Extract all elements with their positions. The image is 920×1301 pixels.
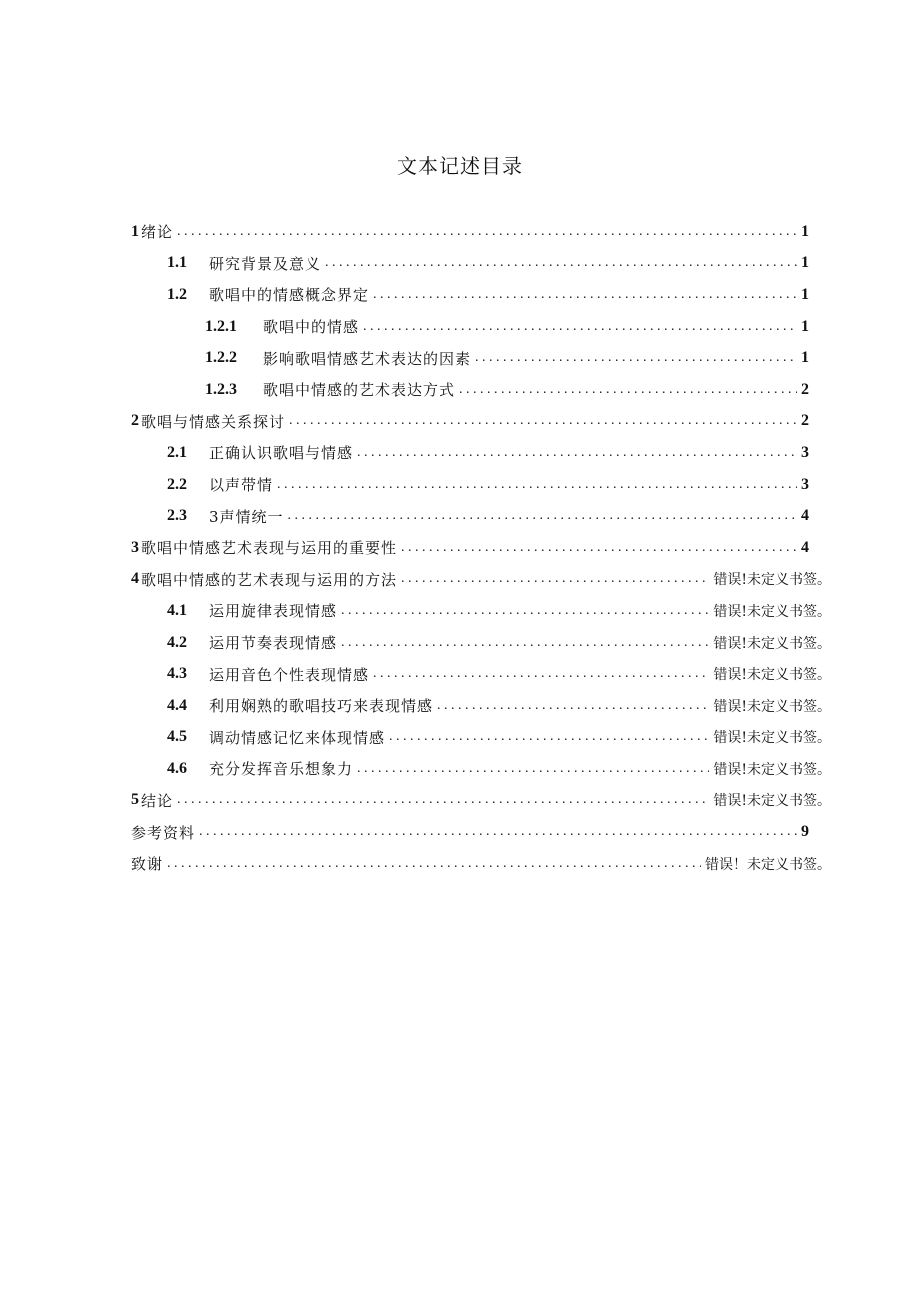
toc-page: 错误!未定义书签。 bbox=[713, 761, 831, 778]
toc-label: 歌唱中的情感概念界定 bbox=[209, 286, 370, 305]
toc-entry[interactable] bbox=[131, 532, 809, 564]
toc-page: 1 bbox=[801, 285, 809, 303]
toc-entry[interactable] bbox=[131, 595, 831, 627]
toc-page: 1 bbox=[801, 222, 809, 240]
toc-number: 1 bbox=[131, 222, 139, 240]
dot-leader bbox=[341, 635, 709, 651]
toc-number: 4.1 bbox=[167, 601, 187, 619]
toc-label: 歌唱与情感关系探讨 bbox=[141, 412, 286, 431]
toc-label: 3声情统一 bbox=[209, 507, 284, 526]
toc-label: 结论 bbox=[141, 791, 174, 810]
toc-page: 错误!未定义书签。 bbox=[713, 730, 831, 747]
toc-label: 绪论 bbox=[141, 223, 174, 242]
toc-number: 4.3 bbox=[167, 665, 187, 683]
toc-number: 1.2 bbox=[167, 285, 187, 303]
toc-entry[interactable] bbox=[131, 311, 809, 343]
page-title: 文本记述目录 bbox=[397, 154, 523, 178]
dot-leader bbox=[288, 508, 797, 524]
toc-label: 影响歌唱情感艺术表达的因素 bbox=[263, 349, 472, 368]
toc-page: 2 bbox=[801, 380, 809, 398]
toc-page: 1 bbox=[801, 254, 809, 272]
dot-leader bbox=[199, 824, 797, 840]
table-of-contents bbox=[131, 216, 831, 879]
toc-entry[interactable] bbox=[131, 500, 809, 532]
dot-leader bbox=[401, 571, 709, 587]
toc-number: 4.5 bbox=[167, 728, 187, 746]
toc-entry[interactable] bbox=[131, 374, 809, 406]
toc-page: 错误!未定义书签。 bbox=[713, 793, 831, 810]
toc-page: 4 bbox=[801, 507, 809, 525]
toc-entry[interactable] bbox=[131, 342, 809, 374]
toc-number: 4.2 bbox=[167, 633, 187, 651]
toc-number: 1.1 bbox=[167, 254, 187, 272]
toc-number: 2.3 bbox=[167, 507, 187, 525]
dot-leader bbox=[363, 319, 797, 335]
toc-page: 3 bbox=[801, 475, 809, 493]
dot-leader bbox=[373, 287, 797, 303]
toc-number: 2.1 bbox=[167, 443, 187, 461]
toc-label: 参考资料 bbox=[131, 823, 196, 842]
toc-entry[interactable] bbox=[131, 785, 831, 817]
toc-label: 运用旋律表现情感 bbox=[209, 602, 338, 621]
dot-leader bbox=[459, 382, 797, 398]
toc-page: 9 bbox=[801, 823, 809, 841]
toc-page: 错误!未定义书签。 bbox=[713, 603, 831, 620]
toc-page: 错误!未定义书签。 bbox=[713, 698, 831, 715]
dot-leader bbox=[475, 350, 797, 366]
toc-label: 利用娴熟的歌唱技巧来表现情感 bbox=[209, 697, 434, 716]
toc-number: 5 bbox=[131, 791, 139, 809]
toc-page: 1 bbox=[801, 349, 809, 367]
toc-page: 3 bbox=[801, 443, 809, 461]
toc-label: 以声带情 bbox=[209, 476, 274, 495]
toc-page: 错误!未定义书签。 bbox=[713, 572, 831, 589]
dot-leader bbox=[357, 445, 797, 461]
toc-entry[interactable] bbox=[131, 848, 831, 880]
toc-page: 错误!未定义书签。 bbox=[713, 667, 831, 684]
dot-leader bbox=[289, 413, 797, 429]
dot-leader bbox=[401, 540, 797, 556]
dot-leader bbox=[389, 729, 709, 745]
toc-number: 1.2.1 bbox=[205, 317, 237, 335]
dot-leader bbox=[341, 603, 709, 619]
toc-entry[interactable] bbox=[131, 406, 809, 438]
toc-number: 1.2.2 bbox=[205, 349, 237, 367]
toc-entry[interactable] bbox=[131, 437, 809, 469]
toc-label: 歌唱中情感的艺术表现与运用的方法 bbox=[141, 570, 398, 589]
toc-page: 4 bbox=[801, 538, 809, 556]
toc-label: 运用节奏表现情感 bbox=[209, 634, 338, 653]
dot-leader bbox=[357, 761, 709, 777]
toc-entry[interactable] bbox=[131, 658, 831, 690]
toc-page: 1 bbox=[801, 317, 809, 335]
toc-entry[interactable] bbox=[131, 753, 831, 785]
toc-label: 研究背景及意义 bbox=[209, 254, 322, 273]
toc-label: 歌唱中情感的艺术表达方式 bbox=[263, 381, 456, 400]
toc-label: 调动情感记忆来体现情感 bbox=[209, 728, 386, 747]
dot-leader bbox=[177, 792, 709, 808]
toc-label: 正确认识歌唱与情感 bbox=[209, 444, 354, 463]
toc-number: 3 bbox=[131, 538, 139, 556]
toc-page: 错误！未定义书签。 bbox=[705, 856, 831, 873]
toc-entry[interactable] bbox=[131, 722, 831, 754]
toc-page: 2 bbox=[801, 412, 809, 430]
toc-entry[interactable] bbox=[131, 816, 809, 848]
dot-leader bbox=[325, 255, 797, 271]
dot-leader bbox=[167, 856, 701, 872]
dot-leader bbox=[177, 224, 797, 240]
toc-entry[interactable] bbox=[131, 248, 809, 280]
toc-label: 运用音色个性表现情感 bbox=[209, 665, 370, 684]
toc-number: 4.4 bbox=[167, 696, 187, 714]
dot-leader bbox=[277, 477, 797, 493]
toc-number: 2 bbox=[131, 412, 139, 430]
toc-page: 错误!未定义书签。 bbox=[713, 635, 831, 652]
dot-leader bbox=[373, 666, 709, 682]
toc-label: 歌唱中情感艺术表现与运用的重要性 bbox=[141, 539, 398, 558]
toc-label: 歌唱中的情感 bbox=[263, 318, 360, 337]
toc-label: 充分发挥音乐想象力 bbox=[209, 760, 354, 779]
toc-label: 致谢 bbox=[131, 855, 164, 874]
toc-entry[interactable] bbox=[131, 690, 831, 722]
toc-entry[interactable] bbox=[131, 627, 831, 659]
toc-entry[interactable] bbox=[131, 216, 809, 248]
toc-number: 4 bbox=[131, 570, 139, 588]
dot-leader bbox=[437, 698, 709, 714]
toc-number: 4.6 bbox=[167, 759, 187, 777]
toc-entry[interactable] bbox=[131, 564, 831, 596]
toc-entry[interactable] bbox=[131, 279, 809, 311]
toc-entry[interactable] bbox=[131, 469, 809, 501]
toc-number: 1.2.3 bbox=[205, 380, 237, 398]
toc-number: 2.2 bbox=[167, 475, 187, 493]
